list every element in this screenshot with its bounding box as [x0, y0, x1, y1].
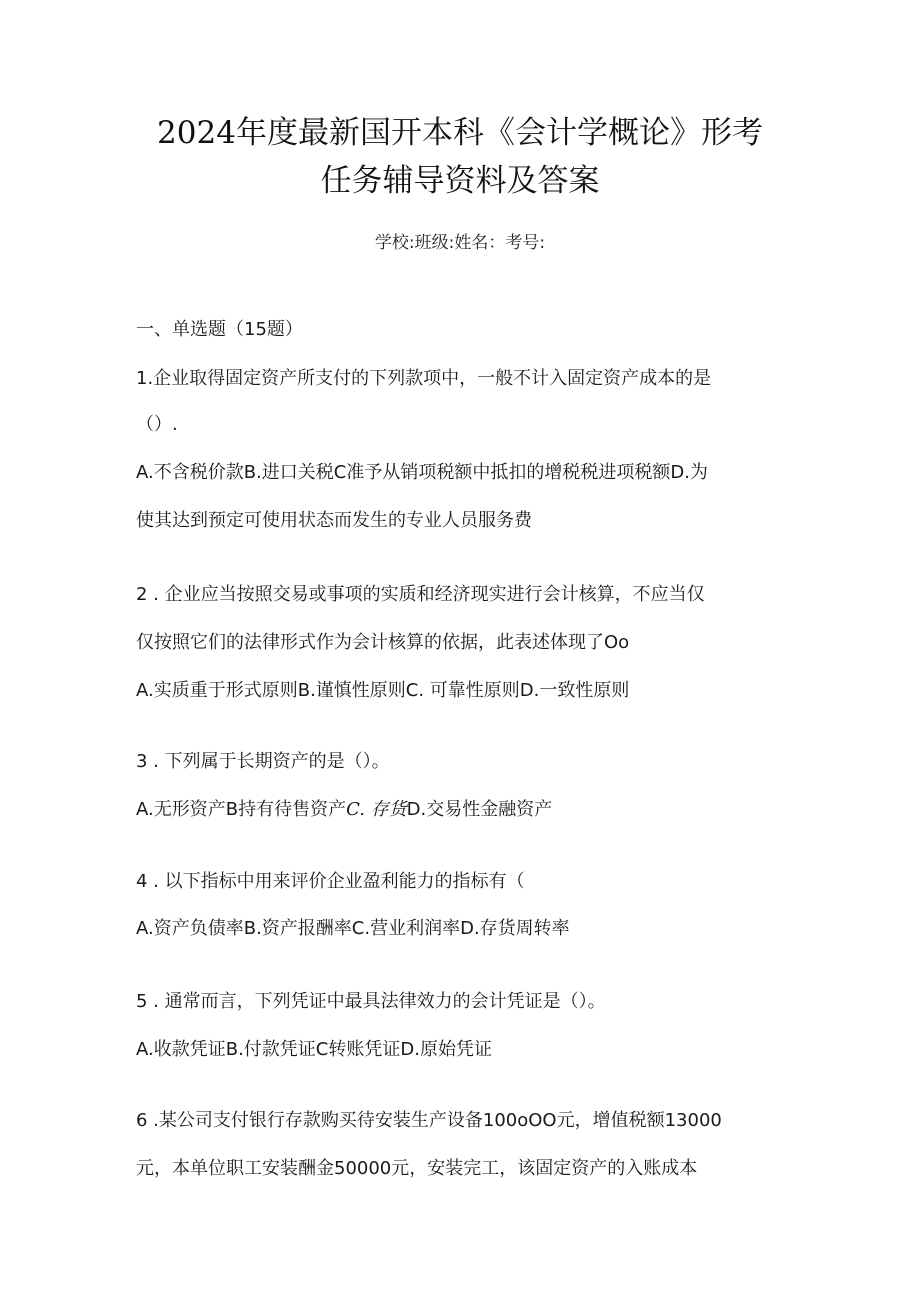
- student-info-line: 学校:班级:姓名：考号:: [374, 233, 546, 253]
- question-4-options: A.资产负债率B.资产报酬率C.营业利润率D.存货周转率: [136, 918, 570, 939]
- question-1-options-line-2: 使其达到预定可使用状态而发生的专业人员服务费: [136, 510, 532, 531]
- question-4-stem: 4 . 以下指标中用来评价企业盈利能力的指标有（: [136, 871, 525, 892]
- document-title-line-1: 2024年度最新国开本科《会计学概论》形考: [157, 115, 763, 151]
- question-2-options: A.实质重于形式原则B.谨慎性原则C. 可靠性原则D.一致性原则: [136, 680, 630, 701]
- question-6-stem-line-2: 元，本单位职工安装酬金50000元，安装完工，该固定资产的入账成本: [136, 1158, 698, 1179]
- question-3-stem: 3 . 下列属于长期资产的是（）。: [136, 751, 390, 772]
- question-6-stem-line-1: 6 .某公司支付银行存款购买待安装生产设备100oOO元，增值税额13000: [136, 1110, 722, 1131]
- question-3-options-part-2: C. 存货: [346, 799, 407, 820]
- question-1-options-line-1: A.不含税价款B.进口关税C准予从销项税额中抵扣的增税税进项税额D.为: [136, 462, 708, 483]
- question-3-options-part-3: D.交易性金融资产: [406, 799, 553, 820]
- question-1-stem-line-1: 1.企业取得固定资产所支付的下列款项中，一般不计入固定资产成本的是: [136, 368, 712, 389]
- document-title-line-2: 任务辅导资料及答案: [320, 163, 600, 199]
- question-2-stem-line-2: 仅按照它们的法律形式作为会计核算的依据，此表述体现了Oo: [136, 632, 630, 653]
- section-heading: 一、单选题（15题）: [136, 319, 303, 340]
- question-1-stem-line-2: （）.: [136, 414, 178, 435]
- question-2-stem-line-1: 2 . 企业应当按照交易或事项的实质和经济现实进行会计核算，不应当仅: [136, 584, 705, 605]
- question-3-options-part-1: A.无形资产B持有待售资产: [136, 799, 347, 820]
- question-5-options: A.收款凭证B.付款凭证C转账凭证D.原始凭证: [136, 1039, 492, 1060]
- question-3-options: [136, 801, 796, 819]
- question-5-stem: 5 . 通常而言，下列凭证中最具法律效力的会计凭证是（）。: [136, 991, 606, 1012]
